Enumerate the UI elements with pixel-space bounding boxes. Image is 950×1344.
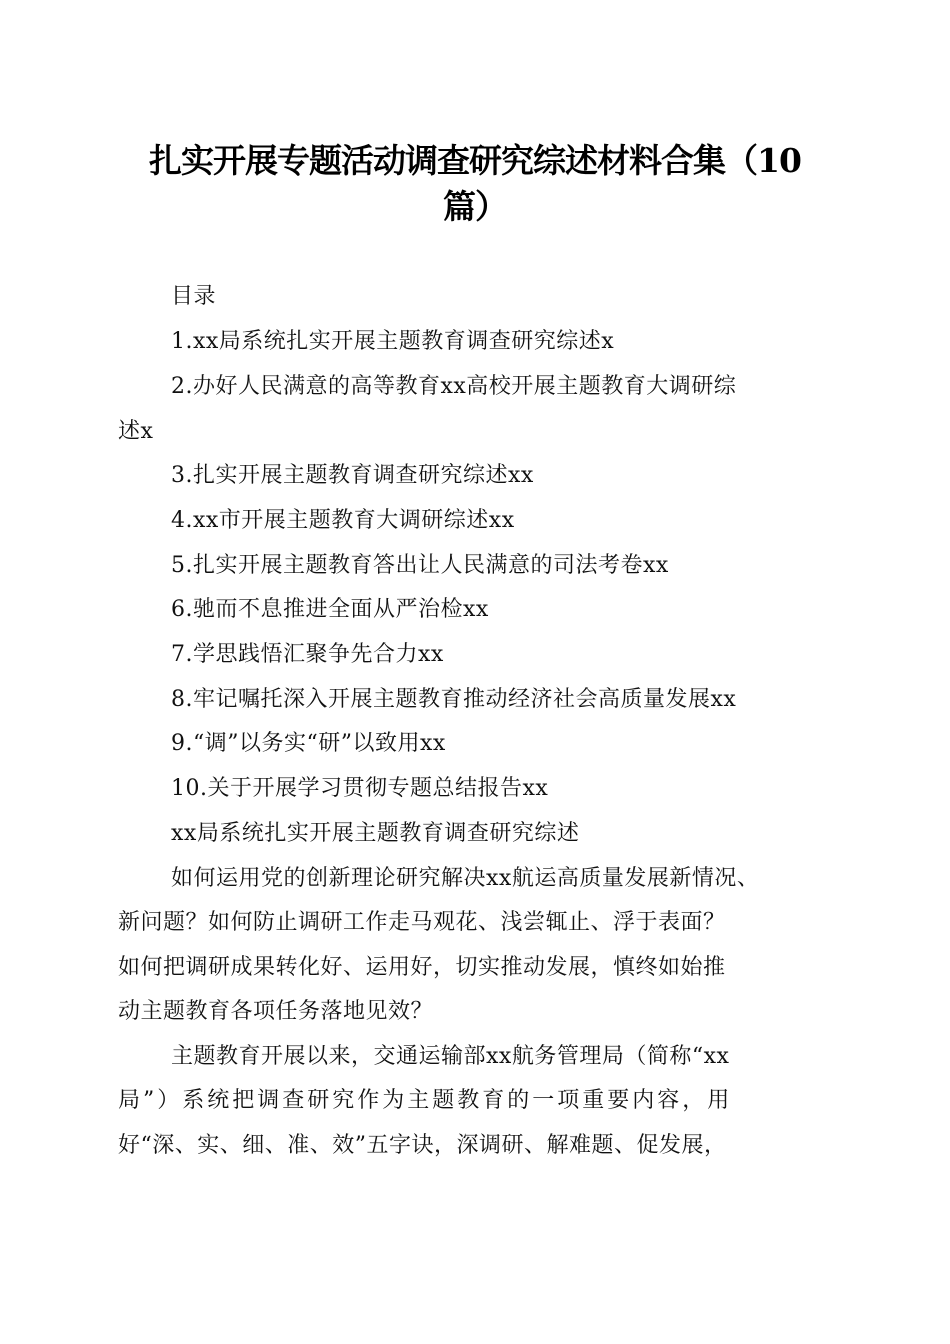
toc-item-10: 10.关于开展学习贯彻专题总结报告xx bbox=[171, 776, 549, 801]
paragraph-1-line-4: 动主题教育各项任务落地见效？ bbox=[118, 999, 434, 1024]
toc-item-9: 9.“调”以务实“研”以致用xx bbox=[171, 731, 446, 756]
toc-item-1: 1.xx局系统扎实开展主题教育调查研究综述x bbox=[171, 329, 615, 354]
toc-item-5: 5.扎实开展主题教育答出让人民满意的司法考卷xx bbox=[171, 553, 669, 578]
toc-item-3: 3.扎实开展主题教育调查研究综述xx bbox=[171, 463, 534, 488]
toc-item-2: 2.办好人民满意的高等教育xx高校开展主题教育大调研综 bbox=[171, 374, 737, 399]
paragraph-1-line-2: 新问题？如何防止调研工作走马观花、浅尝辄止、浮于表面？ bbox=[118, 910, 726, 935]
paragraph-2-line-2: 局”）系统把调查研究作为主题教育的一项重要内容，用 bbox=[118, 1088, 733, 1113]
paragraph-2-line-3: 好“深、实、细、准、效”五字诀，深调研、解难题、促发展， bbox=[118, 1133, 727, 1158]
paragraph-1-line-3: 如何把调研成果转化好、运用好，切实推动发展，慎终如始推 bbox=[118, 955, 726, 980]
toc-item-2-continuation: 述x bbox=[118, 419, 154, 444]
toc-heading: 目录 bbox=[171, 284, 217, 309]
toc-item-6: 6.驰而不息推进全面从严治检xx bbox=[171, 597, 489, 622]
document-title bbox=[100, 138, 850, 230]
title-line-2: 篇） bbox=[443, 187, 507, 226]
title-line-1: 扎实开展专题活动调查研究综述材料合集（10 bbox=[149, 141, 801, 180]
paragraph-1-line-1: 如何运用党的创新理论研究解决xx航运高质量发展新情况、 bbox=[171, 866, 760, 891]
section-heading: xx局系统扎实开展主题教育调查研究综述 bbox=[171, 821, 580, 846]
toc-item-8: 8.牢记嘱托深入开展主题教育推动经济社会高质量发展xx bbox=[171, 687, 737, 712]
paragraph-2-line-1: 主题教育开展以来，交通运输部xx航务管理局（简称“xx bbox=[171, 1044, 730, 1069]
toc-item-4: 4.xx市开展主题教育大调研综述xx bbox=[171, 508, 515, 533]
toc-item-7: 7.学思践悟汇聚争先合力xx bbox=[171, 642, 444, 667]
